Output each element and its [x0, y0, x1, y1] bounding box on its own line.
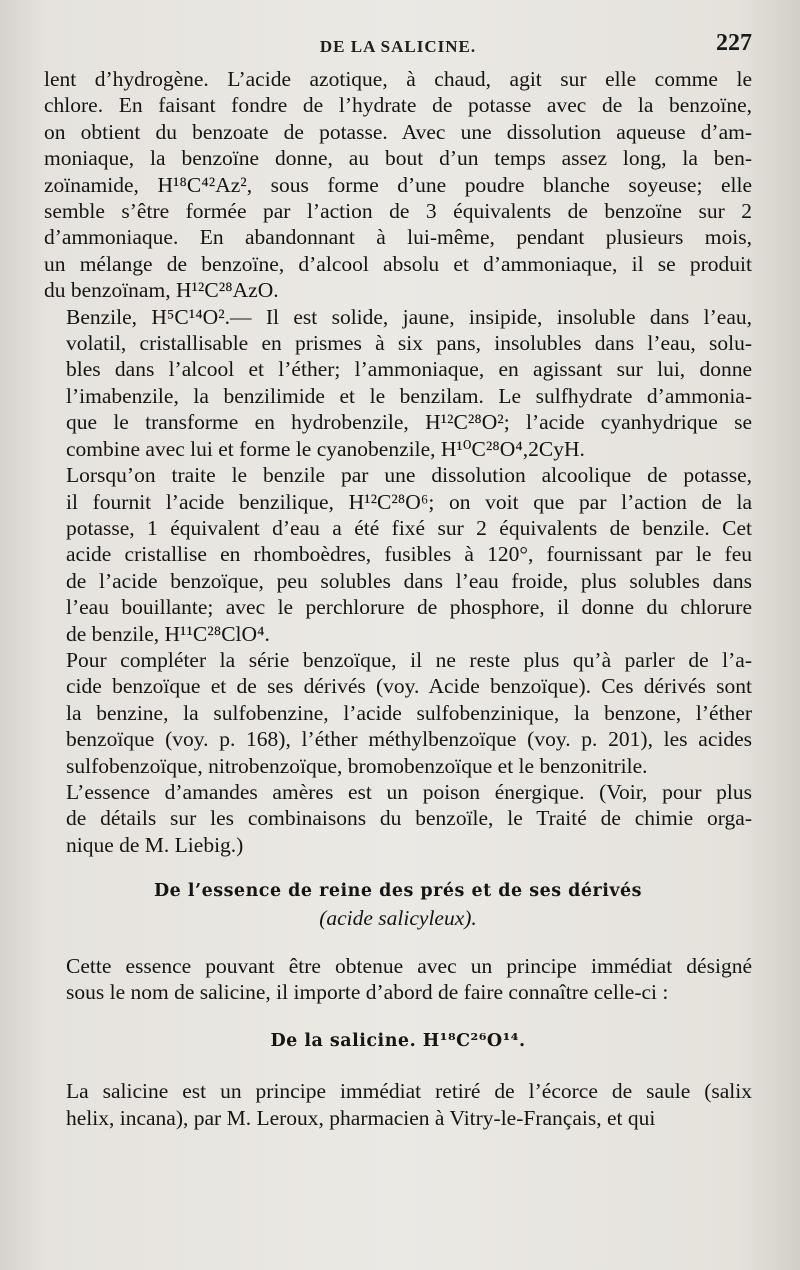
paragraph-benzile — [44, 304, 752, 462]
paragraph-serie-benzoique — [44, 647, 752, 779]
running-title: DE LA SALICINE. — [319, 37, 477, 56]
text-line: l’eau bouillante; avec le perchlorure de phosphore, il donne du chlorure — [66, 595, 752, 620]
text-line: volatil, cristallisable en prismes à six pans, insolubles dans l’eau, solu- — [66, 331, 752, 356]
paragraph-intro-salicine — [44, 953, 752, 1006]
text-line: sulfobenzoïque, nitrobenzoïque, bromobenzoïque et le benzonitrile. — [66, 753, 648, 778]
text-line: bles dans l’alcool et l’éther; l’ammoniaque, en agissant sur lui, donne — [66, 357, 752, 382]
text-line: que le transforme en hydrobenzile, H¹²C²⁸O²; l’acide cyanhydrique se — [66, 410, 752, 435]
text-line: de benzile, H¹¹C²⁸ClO⁴. — [66, 621, 270, 646]
text-line: La salicine est un principe immédiat retiré de l’écorce de saule (salix — [66, 1079, 752, 1104]
text-line: Pour compléter la série benzoïque, il ne reste plus qu’à parler de l’a- — [66, 647, 752, 672]
text-line: helix, incana), par M. Leroux, pharmacien à Vitry-le-Français, et qui — [66, 1105, 656, 1130]
text-line: lent d’hydrogène. L’acide azotique, à chaud, agit sur elle comme le — [44, 67, 752, 91]
text-line: du benzoïnam, H¹²C²⁸AzO. — [44, 278, 279, 303]
text-line: Cette essence pouvant être obtenue avec un principe immédiat désigné — [66, 954, 752, 978]
text-line: de détails sur les combinaisons du benzoïle, le Traité de chimie orga- — [66, 806, 752, 831]
text-line: l’imabenzile, la benzilimide et le benzilam. Le sulfhydrate d’ammonia- — [66, 383, 752, 408]
running-head — [44, 30, 752, 60]
text-line: combine avec lui et forme le cyanobenzile, H¹⁰C²⁸O⁴,2CyH. — [66, 436, 585, 461]
text-line: acide cristallise en rhomboèdres, fusibles à 120°, fournissant par le feu — [66, 542, 752, 567]
text-line: sous le nom de salicine, il importe d’abord de faire connaître celle-ci : — [66, 980, 669, 1005]
text-line: il fournit l’acide benzilique, H¹²C²⁸O⁶; on voit que par l’action de la — [66, 489, 752, 514]
section-subheading: (acide salicyleux). — [319, 905, 477, 930]
page-text-block — [44, 30, 752, 1131]
paragraph-salicine — [44, 1078, 752, 1131]
text-line: un mélange de benzoïne, d’alcool absolu et d’ammoniaque, il se produit — [44, 251, 752, 276]
text-line: benzoïque (voy. p. 168), l’éther méthylbenzoïque (voy. p. 201), les acides — [66, 727, 752, 752]
text-line: zoïnamide, H¹⁸C⁴²Az², sous forme d’une poudre blanche soyeuse; elle — [44, 172, 752, 197]
text-line: semble s’être formée par l’action de 3 équivalents de benzoïne sur 2 — [44, 199, 752, 224]
text-line: chlore. En faisant fondre de l’hydrate de potasse avec de la benzoïne, — [44, 93, 752, 118]
paragraph-essence-amandes — [44, 779, 752, 858]
text-line: L’essence d’amandes amères est un poison énergique. (Voir, pour plus — [66, 779, 752, 804]
text-line: d’ammoniaque. En abandonnant à lui-même, pendant plusieurs mois, — [44, 225, 752, 250]
text-line: cide benzoïque et de ses dérivés (voy. Acide benzoïque). Ces dérivés sont — [66, 674, 752, 699]
text-line: potasse, 1 équivalent d’eau a été fixé sur 2 équivalents de benzile. Cet — [66, 515, 752, 540]
text-line: de l’acide benzoïque, peu solubles dans l’eau froide, plus solubles dans — [66, 568, 752, 593]
paragraph-benzoine — [44, 66, 752, 304]
text-line: on obtient du benzoate de potasse. Avec une dissolution aqueuse d’am- — [44, 119, 752, 144]
section-heading-salicine: De la salicine. H¹⁸C²⁶O¹⁴. — [270, 1030, 526, 1051]
section-heading-essence-reine-des-pres: De l’essence de reine des prés et de ses dérivés — [153, 881, 643, 902]
text-line: Lorsqu’on traite le benzile par une dissolution alcoolique de potasse, — [66, 463, 752, 488]
text-line: nique de M. Liebig.) — [66, 832, 244, 857]
page-number: 227 — [716, 30, 752, 56]
text-line: Benzile, H⁵C¹⁴O².— Il est solide, jaune, insipide, insoluble dans l’eau, — [66, 304, 752, 329]
paragraph-acide-benzilique — [44, 462, 752, 647]
text-line: la benzine, la sulfobenzine, l’acide sulfobenzinique, la benzone, l’éther — [66, 700, 752, 725]
text-line: moniaque, la benzoïne donne, au bout d’un temps assez long, la ben- — [44, 146, 752, 171]
